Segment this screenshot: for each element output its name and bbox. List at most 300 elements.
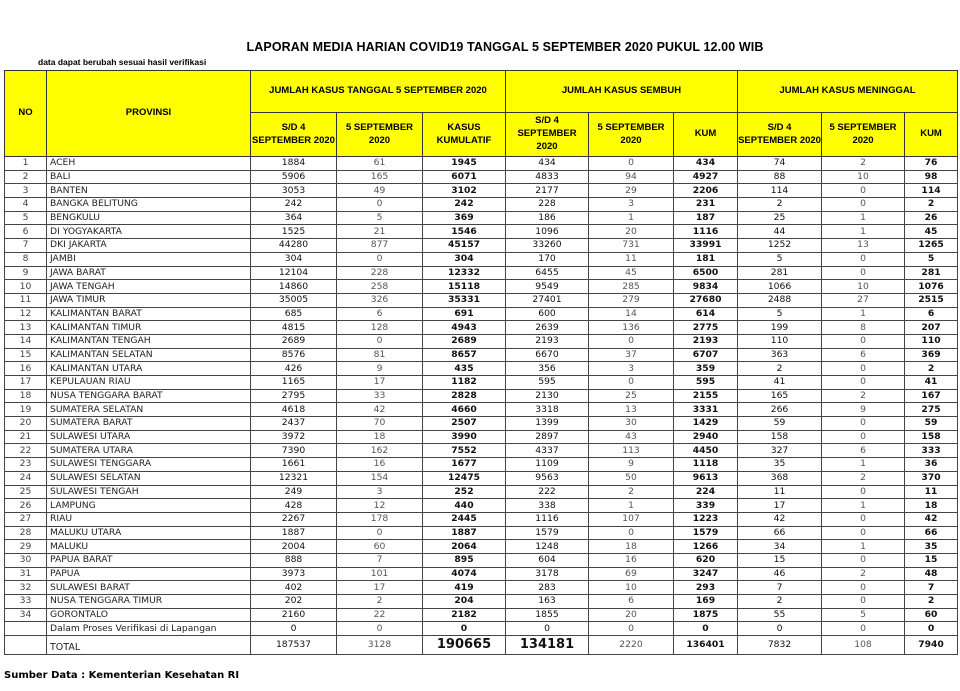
cell-meninggal-kum: 45 <box>905 225 958 239</box>
cell-sembuh-sd4: 6455 <box>506 266 589 280</box>
cell-kasus-5sep: 228 <box>337 266 423 280</box>
cell-kasus-5sep: 33 <box>337 389 423 403</box>
cell-meninggal-kum: 2 <box>905 198 958 212</box>
cell-kasus-kumulatif: 691 <box>423 307 506 321</box>
cell-meninggal-sd4: 281 <box>738 266 822 280</box>
cell-sembuh-sd4: 9563 <box>506 471 589 485</box>
row-number: 30 <box>5 553 47 567</box>
cell-kasus-kumulatif: 15118 <box>423 280 506 294</box>
cell-kasus-kumulatif: 3102 <box>423 184 506 198</box>
cell-sembuh-sd4: 9549 <box>506 280 589 294</box>
cell-sembuh-kum: 33991 <box>674 239 738 253</box>
cell-sembuh-sd4: 283 <box>506 581 589 595</box>
cell-sembuh-5sep: 279 <box>589 293 674 307</box>
cell-kasus-5sep: 178 <box>337 512 423 526</box>
cell-kasus-kumulatif: 2445 <box>423 512 506 526</box>
province-name: DKI JAKARTA <box>47 239 251 253</box>
cell-sembuh-sd4: 4833 <box>506 170 589 184</box>
cell-meninggal-sd4: 1252 <box>738 239 822 253</box>
table-row <box>5 608 958 622</box>
row-number: 14 <box>5 334 47 348</box>
row-number: 3 <box>5 184 47 198</box>
table-row <box>5 266 958 280</box>
cell-meninggal-5sep: 0 <box>822 417 905 431</box>
total-row <box>5 636 958 655</box>
cell-meninggal-5sep: 13 <box>822 239 905 253</box>
cell-sembuh-sd4: 186 <box>506 211 589 225</box>
province-name: Dalam Proses Verifikasi di Lapangan <box>47 622 251 636</box>
cell-kasus-sd4: 44280 <box>251 239 337 253</box>
row-number: 18 <box>5 389 47 403</box>
cell-kasus-sd4: 3972 <box>251 430 337 444</box>
cell-kasus-kumulatif: 440 <box>423 499 506 513</box>
cell-meninggal-sd4: 5 <box>738 252 822 266</box>
cell-kasus-kumulatif: 35331 <box>423 293 506 307</box>
cell-sembuh-sd4: 6670 <box>506 348 589 362</box>
cell-sembuh-5sep: 43 <box>589 430 674 444</box>
province-name: BENGKULU <box>47 211 251 225</box>
cell-meninggal-5sep: 1 <box>822 307 905 321</box>
cell-kasus-5sep: 3 <box>337 485 423 499</box>
cell-meninggal-5sep: 1 <box>822 458 905 472</box>
cell-meninggal-kum: 2 <box>905 362 958 376</box>
cell-sembuh-kum: 4927 <box>674 170 738 184</box>
cell-meninggal-kum: 110 <box>905 334 958 348</box>
cell-kasus-sd4: 249 <box>251 485 337 499</box>
cell-sembuh-kum: 339 <box>674 499 738 513</box>
cell-sembuh-5sep: 285 <box>589 280 674 294</box>
row-number: 31 <box>5 567 47 581</box>
province-name: KALIMANTAN SELATAN <box>47 348 251 362</box>
table-row <box>5 403 958 417</box>
cell-sembuh-5sep: 13 <box>589 403 674 417</box>
cell-meninggal-sd4: 368 <box>738 471 822 485</box>
cell-meninggal-5sep: 0 <box>822 376 905 390</box>
cell-kasus-5sep: 61 <box>337 157 423 171</box>
table-row <box>5 417 958 431</box>
table-row <box>5 362 958 376</box>
cell-meninggal-sd4: 35 <box>738 458 822 472</box>
cell-kasus-kumulatif: 190665 <box>423 636 506 655</box>
province-name: NUSA TENGGARA BARAT <box>47 389 251 403</box>
cell-sembuh-kum: 3331 <box>674 403 738 417</box>
cell-sembuh-kum: 293 <box>674 581 738 595</box>
cell-meninggal-5sep: 8 <box>822 321 905 335</box>
cell-meninggal-kum: 36 <box>905 458 958 472</box>
cell-sembuh-sd4: 1248 <box>506 540 589 554</box>
table-row <box>5 170 958 184</box>
cell-sembuh-kum: 6500 <box>674 266 738 280</box>
header-group-meninggal: JUMLAH KASUS MENINGGAL <box>738 71 958 113</box>
cell-sembuh-5sep: 0 <box>589 622 674 636</box>
cell-sembuh-kum: 136401 <box>674 636 738 655</box>
cell-sembuh-kum: 2193 <box>674 334 738 348</box>
cell-meninggal-kum: 18 <box>905 499 958 513</box>
table-row <box>5 540 958 554</box>
province-name: RIAU <box>47 512 251 526</box>
cell-kasus-5sep: 258 <box>337 280 423 294</box>
cell-kasus-kumulatif: 12475 <box>423 471 506 485</box>
province-name: BALI <box>47 170 251 184</box>
cell-sembuh-kum: 614 <box>674 307 738 321</box>
row-number: 7 <box>5 239 47 253</box>
cell-kasus-sd4: 14860 <box>251 280 337 294</box>
province-name: KALIMANTAN TENGAH <box>47 334 251 348</box>
row-number: 25 <box>5 485 47 499</box>
cell-sembuh-5sep: 14 <box>589 307 674 321</box>
cell-meninggal-5sep: 1 <box>822 225 905 239</box>
cell-meninggal-5sep: 0 <box>822 485 905 499</box>
cell-meninggal-kum: 48 <box>905 567 958 581</box>
cell-kasus-kumulatif: 1887 <box>423 526 506 540</box>
row-number: 22 <box>5 444 47 458</box>
cell-kasus-sd4: 0 <box>251 622 337 636</box>
table-row <box>5 321 958 335</box>
cell-meninggal-kum: 76 <box>905 157 958 171</box>
row-number: 26 <box>5 499 47 513</box>
cell-meninggal-kum: 42 <box>905 512 958 526</box>
cell-kasus-sd4: 1525 <box>251 225 337 239</box>
cell-sembuh-sd4: 1855 <box>506 608 589 622</box>
cell-kasus-sd4: 4618 <box>251 403 337 417</box>
header-kasus-sd4: S/D 4 SEPTEMBER 2020 <box>251 113 337 157</box>
cell-sembuh-sd4: 434 <box>506 157 589 171</box>
cell-kasus-5sep: 70 <box>337 417 423 431</box>
cell-kasus-kumulatif: 6071 <box>423 170 506 184</box>
cell-sembuh-sd4: 1116 <box>506 512 589 526</box>
cell-kasus-kumulatif: 369 <box>423 211 506 225</box>
cell-meninggal-5sep: 6 <box>822 348 905 362</box>
cell-sembuh-sd4: 1399 <box>506 417 589 431</box>
province-name: MALUKU <box>47 540 251 554</box>
cell-kasus-5sep: 0 <box>337 198 423 212</box>
cell-meninggal-5sep: 0 <box>822 334 905 348</box>
cell-sembuh-5sep: 37 <box>589 348 674 362</box>
cell-kasus-kumulatif: 0 <box>423 622 506 636</box>
province-name: SULAWESI SELATAN <box>47 471 251 485</box>
cell-sembuh-sd4: 3178 <box>506 567 589 581</box>
row-number: 15 <box>5 348 47 362</box>
table-row <box>5 471 958 485</box>
cell-sembuh-5sep: 29 <box>589 184 674 198</box>
cell-sembuh-sd4: 2130 <box>506 389 589 403</box>
cell-sembuh-sd4: 604 <box>506 553 589 567</box>
province-name: SUMATERA SELATAN <box>47 403 251 417</box>
cell-kasus-5sep: 0 <box>337 622 423 636</box>
province-name: KALIMANTAN UTARA <box>47 362 251 376</box>
cell-kasus-kumulatif: 12332 <box>423 266 506 280</box>
cell-sembuh-5sep: 10 <box>589 581 674 595</box>
province-name: SUMATERA BARAT <box>47 417 251 431</box>
cell-kasus-5sep: 16 <box>337 458 423 472</box>
cell-meninggal-5sep: 1 <box>822 540 905 554</box>
cell-sembuh-sd4: 0 <box>506 622 589 636</box>
cell-sembuh-5sep: 731 <box>589 239 674 253</box>
cell-sembuh-sd4: 2897 <box>506 430 589 444</box>
cell-meninggal-5sep: 10 <box>822 170 905 184</box>
cell-sembuh-kum: 1118 <box>674 458 738 472</box>
cell-kasus-sd4: 35005 <box>251 293 337 307</box>
cell-meninggal-5sep: 0 <box>822 526 905 540</box>
row-number: 33 <box>5 595 47 609</box>
cell-meninggal-sd4: 5 <box>738 307 822 321</box>
table-row <box>5 430 958 444</box>
cell-sembuh-5sep: 45 <box>589 266 674 280</box>
cell-kasus-5sep: 877 <box>337 239 423 253</box>
cell-sembuh-kum: 1116 <box>674 225 738 239</box>
cell-meninggal-5sep: 0 <box>822 362 905 376</box>
cell-sembuh-kum: 359 <box>674 362 738 376</box>
cell-sembuh-5sep: 11 <box>589 252 674 266</box>
cell-kasus-5sep: 42 <box>337 403 423 417</box>
header-kasus-kumulatif: KASUS KUMULATIF <box>423 113 506 157</box>
cell-kasus-kumulatif: 4074 <box>423 567 506 581</box>
cell-meninggal-sd4: 2488 <box>738 293 822 307</box>
cell-sembuh-kum: 231 <box>674 198 738 212</box>
province-name: MALUKU UTARA <box>47 526 251 540</box>
row-number: 5 <box>5 211 47 225</box>
header-provinsi: PROVINSI <box>47 71 251 157</box>
cell-meninggal-sd4: 2 <box>738 198 822 212</box>
header-meninggal-sd4: S/D 4 SEPTEMBER 2020 <box>738 113 822 157</box>
cell-kasus-kumulatif: 4660 <box>423 403 506 417</box>
cell-sembuh-sd4: 3318 <box>506 403 589 417</box>
cell-kasus-kumulatif: 8657 <box>423 348 506 362</box>
cell-sembuh-kum: 1875 <box>674 608 738 622</box>
cell-sembuh-5sep: 1 <box>589 211 674 225</box>
cell-kasus-sd4: 1165 <box>251 376 337 390</box>
cell-sembuh-kum: 595 <box>674 376 738 390</box>
cell-sembuh-kum: 1223 <box>674 512 738 526</box>
cell-kasus-5sep: 165 <box>337 170 423 184</box>
province-name: LAMPUNG <box>47 499 251 513</box>
province-name: NUSA TENGGARA TIMUR <box>47 595 251 609</box>
cell-meninggal-kum: 167 <box>905 389 958 403</box>
cell-meninggal-kum: 7 <box>905 581 958 595</box>
cell-kasus-sd4: 12321 <box>251 471 337 485</box>
table-row <box>5 157 958 171</box>
cell-kasus-5sep: 128 <box>337 321 423 335</box>
cell-sembuh-5sep: 3 <box>589 362 674 376</box>
cell-sembuh-5sep: 69 <box>589 567 674 581</box>
cell-meninggal-kum: 5 <box>905 252 958 266</box>
cell-meninggal-kum: 60 <box>905 608 958 622</box>
header-group-kasus: JUMLAH KASUS TANGGAL 5 SEPTEMBER 2020 <box>251 71 506 113</box>
row-number: 16 <box>5 362 47 376</box>
covid-report-table <box>4 70 958 655</box>
province-name: KALIMANTAN BARAT <box>47 307 251 321</box>
cell-kasus-5sep: 162 <box>337 444 423 458</box>
row-number: 27 <box>5 512 47 526</box>
cell-meninggal-kum: 114 <box>905 184 958 198</box>
province-name: SULAWESI TENGAH <box>47 485 251 499</box>
cell-kasus-sd4: 12104 <box>251 266 337 280</box>
cell-kasus-kumulatif: 1546 <box>423 225 506 239</box>
cell-kasus-kumulatif: 204 <box>423 595 506 609</box>
table-row <box>5 389 958 403</box>
row-number <box>5 636 47 655</box>
cell-sembuh-kum: 2155 <box>674 389 738 403</box>
cell-meninggal-kum: 369 <box>905 348 958 362</box>
cell-sembuh-sd4: 33260 <box>506 239 589 253</box>
cell-kasus-5sep: 17 <box>337 581 423 595</box>
cell-kasus-kumulatif: 2828 <box>423 389 506 403</box>
cell-meninggal-kum: 11 <box>905 485 958 499</box>
cell-kasus-5sep: 12 <box>337 499 423 513</box>
table-row <box>5 499 958 513</box>
row-number: 19 <box>5 403 47 417</box>
cell-kasus-5sep: 0 <box>337 334 423 348</box>
report-subtitle: data dapat berubah sesuai hasil verifikasi <box>38 57 207 67</box>
row-number: 8 <box>5 252 47 266</box>
cell-sembuh-kum: 6707 <box>674 348 738 362</box>
cell-meninggal-5sep: 0 <box>822 198 905 212</box>
province-name: JAWA BARAT <box>47 266 251 280</box>
cell-meninggal-sd4: 74 <box>738 157 822 171</box>
cell-kasus-sd4: 304 <box>251 252 337 266</box>
table-row <box>5 184 958 198</box>
cell-meninggal-sd4: 158 <box>738 430 822 444</box>
cell-sembuh-kum: 169 <box>674 595 738 609</box>
cell-sembuh-5sep: 1 <box>589 499 674 513</box>
row-number: 12 <box>5 307 47 321</box>
row-number: 20 <box>5 417 47 431</box>
table-row <box>5 252 958 266</box>
cell-kasus-kumulatif: 895 <box>423 553 506 567</box>
cell-meninggal-sd4: 55 <box>738 608 822 622</box>
cell-sembuh-5sep: 20 <box>589 608 674 622</box>
cell-sembuh-kum: 1266 <box>674 540 738 554</box>
province-name: SULAWESI UTARA <box>47 430 251 444</box>
cell-sembuh-kum: 2940 <box>674 430 738 444</box>
cell-meninggal-sd4: 66 <box>738 526 822 540</box>
row-number: 4 <box>5 198 47 212</box>
province-name: SULAWESI TENGGARA <box>47 458 251 472</box>
cell-meninggal-5sep: 5 <box>822 608 905 622</box>
header-meninggal-5sep: 5 SEPTEMBER 2020 <box>822 113 905 157</box>
cell-meninggal-sd4: 7 <box>738 581 822 595</box>
province-name: SUMATERA UTARA <box>47 444 251 458</box>
cell-kasus-kumulatif: 304 <box>423 252 506 266</box>
row-number: 6 <box>5 225 47 239</box>
cell-meninggal-kum: 333 <box>905 444 958 458</box>
cell-meninggal-5sep: 0 <box>822 595 905 609</box>
cell-sembuh-5sep: 0 <box>589 376 674 390</box>
cell-meninggal-sd4: 88 <box>738 170 822 184</box>
cell-meninggal-5sep: 0 <box>822 622 905 636</box>
cell-kasus-5sep: 2 <box>337 595 423 609</box>
cell-kasus-sd4: 8576 <box>251 348 337 362</box>
cell-meninggal-kum: 158 <box>905 430 958 444</box>
header-sembuh-5sep: 5 SEPTEMBER 2020 <box>589 113 674 157</box>
cell-meninggal-sd4: 2 <box>738 595 822 609</box>
province-name: KALIMANTAN TIMUR <box>47 321 251 335</box>
cell-sembuh-kum: 0 <box>674 622 738 636</box>
data-source-note: Sumber Data : Kementerian Kesehatan RI <box>4 670 240 681</box>
cell-kasus-5sep: 17 <box>337 376 423 390</box>
cell-sembuh-sd4: 338 <box>506 499 589 513</box>
cell-sembuh-5sep: 107 <box>589 512 674 526</box>
cell-meninggal-kum: 207 <box>905 321 958 335</box>
row-number <box>5 622 47 636</box>
row-number: 29 <box>5 540 47 554</box>
cell-kasus-kumulatif: 1945 <box>423 157 506 171</box>
cell-sembuh-5sep: 16 <box>589 553 674 567</box>
row-number: 13 <box>5 321 47 335</box>
cell-kasus-5sep: 154 <box>337 471 423 485</box>
cell-meninggal-5sep: 2 <box>822 471 905 485</box>
row-number: 24 <box>5 471 47 485</box>
province-name: PAPUA BARAT <box>47 553 251 567</box>
cell-meninggal-kum: 370 <box>905 471 958 485</box>
cell-meninggal-sd4: 199 <box>738 321 822 335</box>
cell-meninggal-5sep: 10 <box>822 280 905 294</box>
row-number: 10 <box>5 280 47 294</box>
cell-meninggal-kum: 2 <box>905 595 958 609</box>
province-name: ACEH <box>47 157 251 171</box>
cell-meninggal-sd4: 0 <box>738 622 822 636</box>
cell-sembuh-5sep: 136 <box>589 321 674 335</box>
cell-kasus-sd4: 202 <box>251 595 337 609</box>
cell-meninggal-sd4: 110 <box>738 334 822 348</box>
cell-meninggal-sd4: 363 <box>738 348 822 362</box>
province-name: SULAWESI BARAT <box>47 581 251 595</box>
cell-kasus-5sep: 6 <box>337 307 423 321</box>
cell-meninggal-kum: 281 <box>905 266 958 280</box>
cell-meninggal-kum: 0 <box>905 622 958 636</box>
cell-kasus-kumulatif: 4943 <box>423 321 506 335</box>
table-row <box>5 334 958 348</box>
cell-sembuh-5sep: 0 <box>589 157 674 171</box>
province-name: BANTEN <box>47 184 251 198</box>
table-row <box>5 567 958 581</box>
cell-sembuh-5sep: 2220 <box>589 636 674 655</box>
cell-sembuh-kum: 620 <box>674 553 738 567</box>
cell-kasus-kumulatif: 3990 <box>423 430 506 444</box>
header-sembuh-kum: KUM <box>674 113 738 157</box>
cell-sembuh-5sep: 0 <box>589 334 674 348</box>
row-number: 9 <box>5 266 47 280</box>
cell-kasus-sd4: 242 <box>251 198 337 212</box>
cell-sembuh-kum: 224 <box>674 485 738 499</box>
cell-meninggal-sd4: 2 <box>738 362 822 376</box>
header-meninggal-kum: KUM <box>905 113 958 157</box>
cell-sembuh-sd4: 4337 <box>506 444 589 458</box>
cell-meninggal-kum: 7940 <box>905 636 958 655</box>
cell-sembuh-kum: 3247 <box>674 567 738 581</box>
cell-kasus-kumulatif: 435 <box>423 362 506 376</box>
cell-sembuh-sd4: 2177 <box>506 184 589 198</box>
cell-kasus-sd4: 402 <box>251 581 337 595</box>
cell-sembuh-kum: 1579 <box>674 526 738 540</box>
table-row <box>5 239 958 253</box>
cell-meninggal-sd4: 44 <box>738 225 822 239</box>
row-number: 17 <box>5 376 47 390</box>
cell-meninggal-kum: 6 <box>905 307 958 321</box>
cell-meninggal-kum: 59 <box>905 417 958 431</box>
cell-meninggal-kum: 98 <box>905 170 958 184</box>
cell-kasus-kumulatif: 1677 <box>423 458 506 472</box>
cell-sembuh-kum: 9613 <box>674 471 738 485</box>
cell-meninggal-5sep: 108 <box>822 636 905 655</box>
cell-kasus-kumulatif: 1182 <box>423 376 506 390</box>
row-number: 11 <box>5 293 47 307</box>
cell-meninggal-sd4: 42 <box>738 512 822 526</box>
cell-sembuh-sd4: 2193 <box>506 334 589 348</box>
cell-meninggal-5sep: 2 <box>822 389 905 403</box>
cell-sembuh-5sep: 6 <box>589 595 674 609</box>
cell-meninggal-kum: 35 <box>905 540 958 554</box>
